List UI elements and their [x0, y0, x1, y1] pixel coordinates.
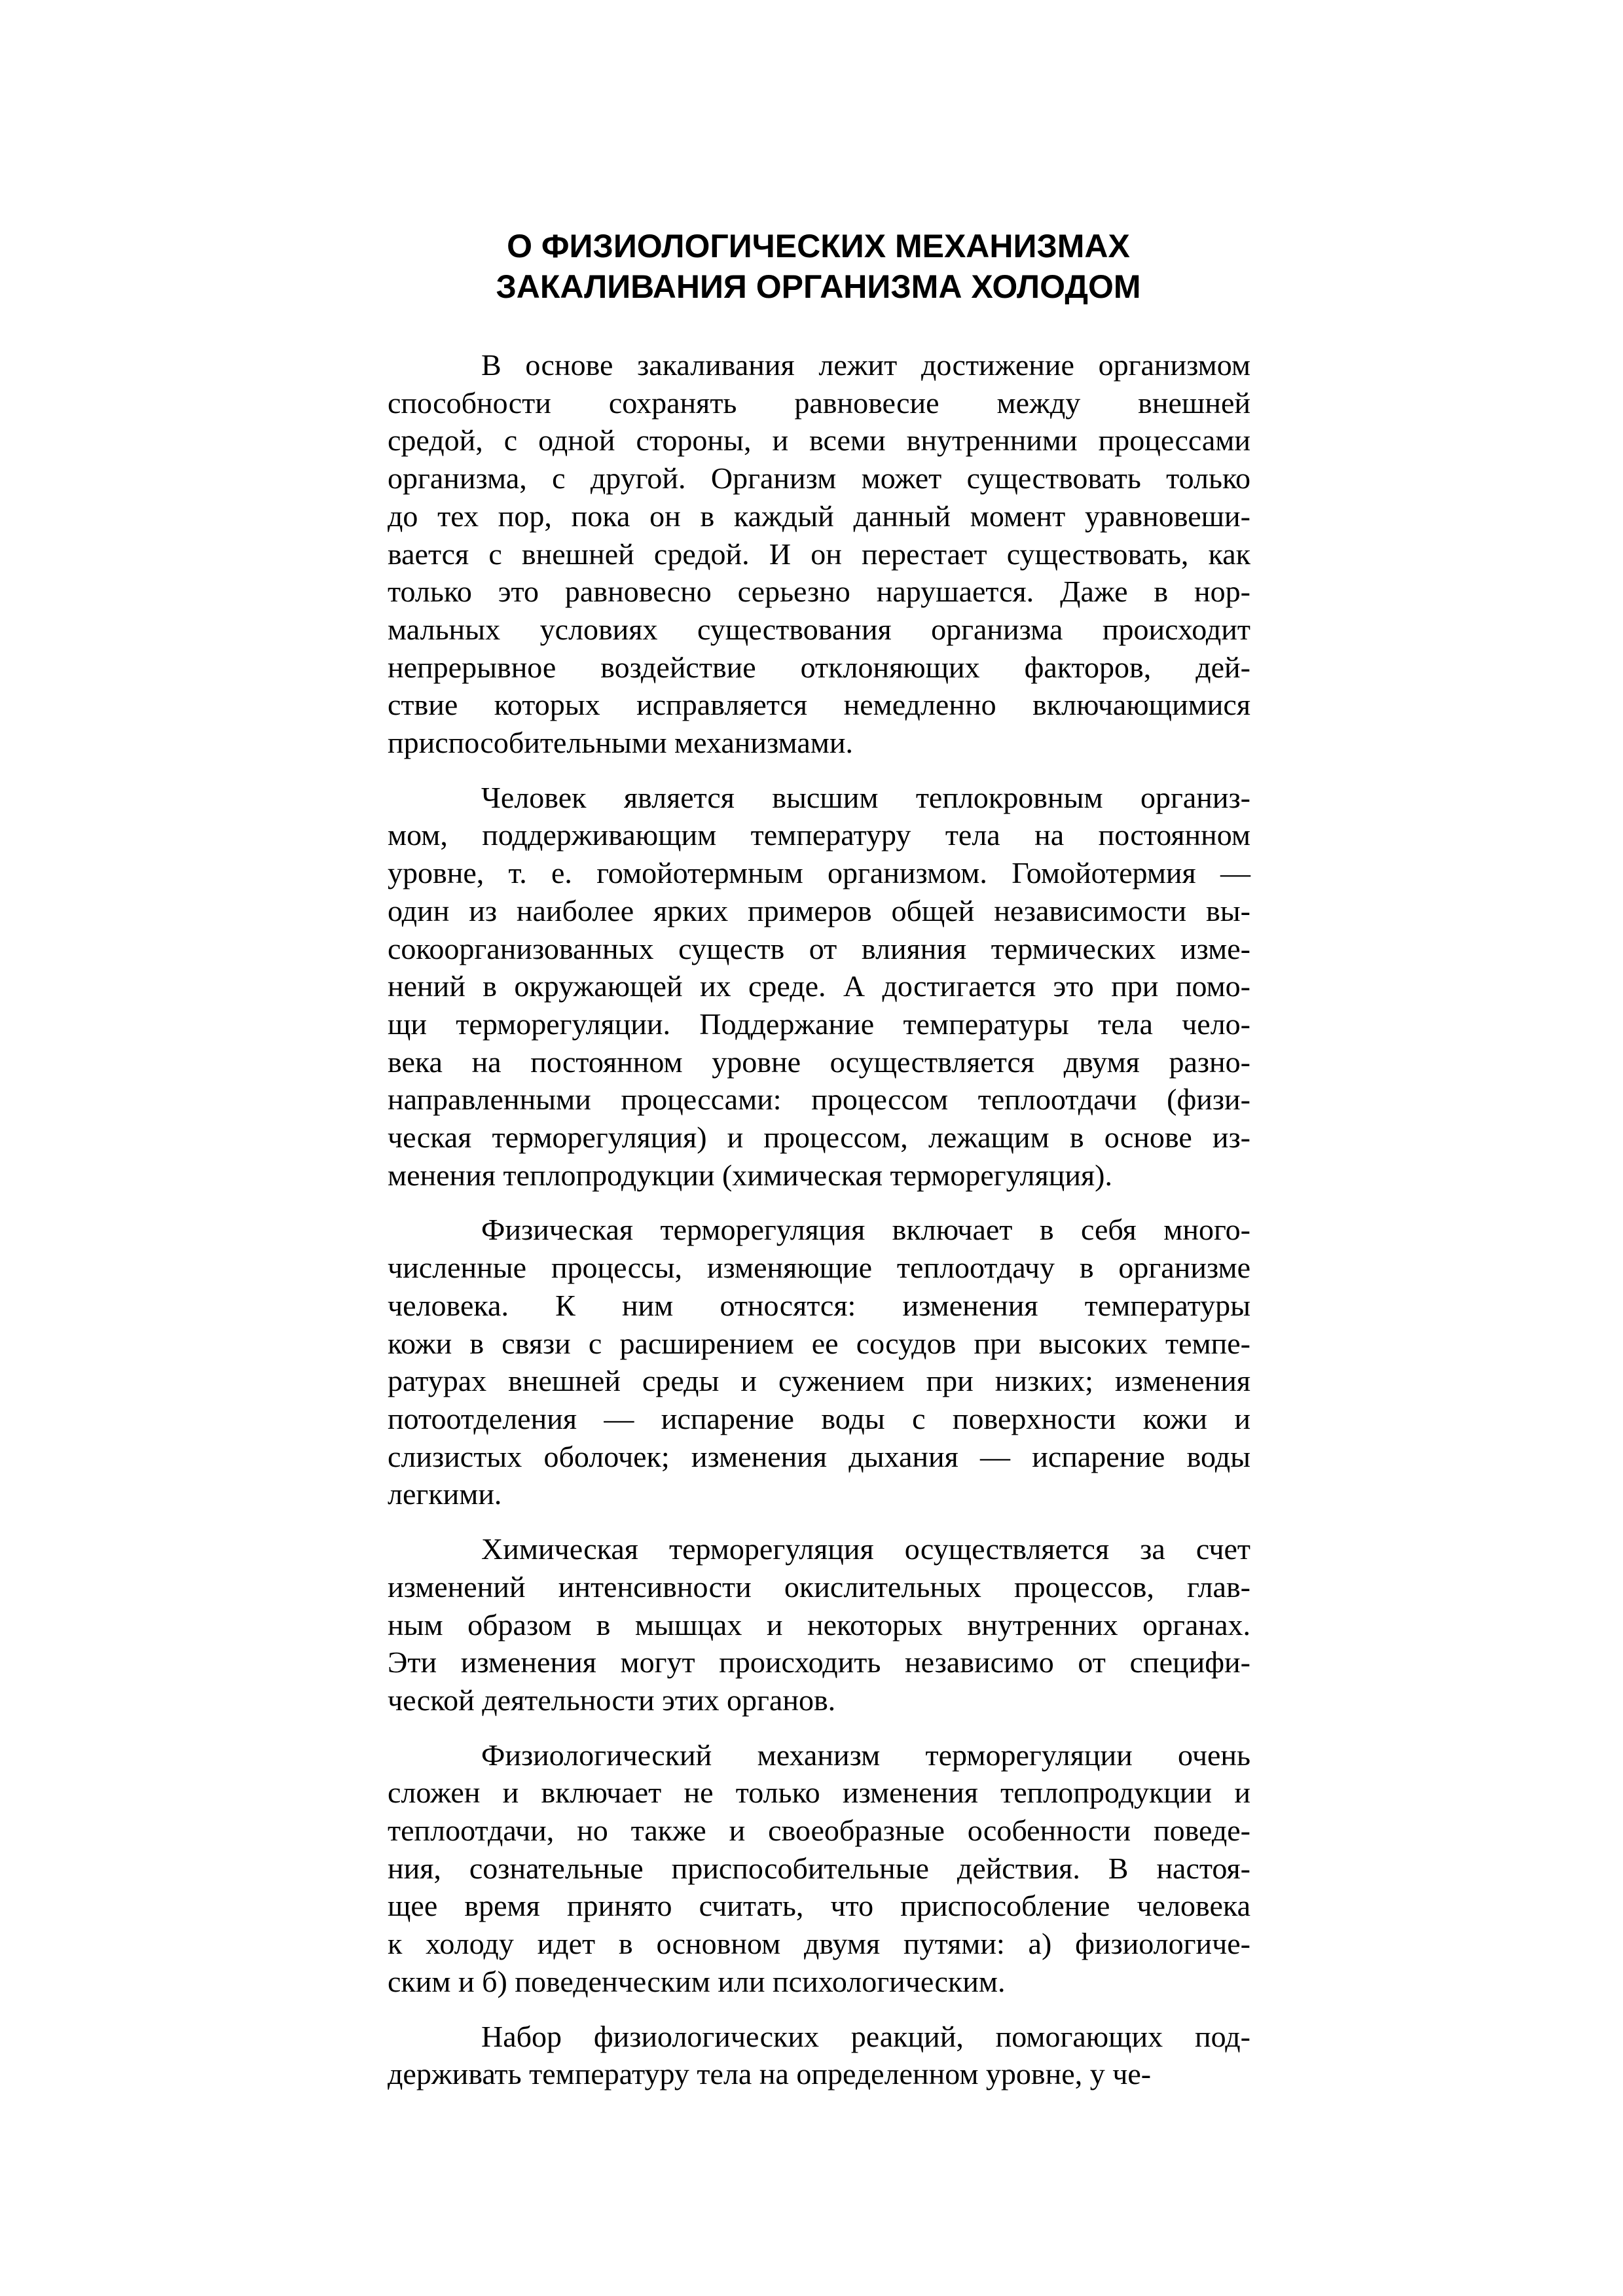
text-line: века на постоянном уровне осуществляется двумя разно- [388, 1045, 1250, 1079]
text-line: Эти изменения могут происходить независимо от специфи- [388, 1645, 1250, 1679]
title-line-1: О ФИЗИОЛОГИЧЕСКИХ МЕХАНИЗМАХ [507, 228, 1130, 264]
paragraph [388, 1736, 1250, 2001]
text-line: направленными процессами: процессом теплоотдачи (физи- [388, 1083, 1250, 1117]
paragraph [388, 1211, 1250, 1513]
text-line: к холоду идет в основном двумя путями: а) физиологиче- [388, 1927, 1250, 1961]
text-line: непрерывное воздействие отклоняющих факторов, дей- [388, 650, 1250, 684]
text-line: ния, сознательные приспособительные действия. В настоя- [388, 1851, 1250, 1885]
text-line: один из наиболее ярких примеров общей независимости вы- [388, 893, 1250, 927]
text-line: Физическая терморегуляция включает в себя много- [481, 1213, 1250, 1247]
text-line: теплоотдачи, но также и своеобразные особенности поведе- [388, 1814, 1250, 1848]
paragraph [388, 1530, 1250, 1719]
text-line: только это равновесно серьезно нарушается. Даже в нор- [388, 575, 1250, 609]
text-line: организма, с другой. Организм может существовать только [388, 461, 1250, 495]
text-line: Физиологический механизм терморегуляции очень [481, 1738, 1250, 1772]
text-line: Химическая терморегуляция осуществляется за счет [481, 1532, 1250, 1566]
text-line: ратурах внешней среды и сужением при низких; изменения [388, 1364, 1250, 1398]
text-line: В основе закаливания лежит достижение организмом [481, 348, 1250, 382]
paragraph [388, 779, 1250, 1194]
paragraph [388, 2018, 1250, 2093]
text-line: сложен и включает не только изменения теплопродукции и [388, 1776, 1250, 1810]
text-line: изменений интенсивности окислительных процессов, глав- [388, 1570, 1250, 1604]
text-line: ным образом в мышцах и некоторых внутренних органах. [388, 1607, 1250, 1641]
text-line: средой, с одной стороны, и всеми внутренними процессами [388, 423, 1250, 457]
text-line: нений в окружающей их среде. А достигается это при помо- [388, 969, 1250, 1003]
text-line: ческая терморегуляция) и процессом, лежащим в основе из- [388, 1121, 1250, 1155]
text-line: мальных условиях существования организма происходит [388, 612, 1250, 646]
text-line: потоотделения — испарение воды с поверхности кожи и [388, 1401, 1250, 1435]
paragraph [388, 346, 1250, 762]
text-line: человека. К ним относятся: изменения температуры [388, 1288, 1250, 1322]
text-line: Человек является высшим теплокровным организ- [481, 780, 1250, 814]
text-line: слизистых оболочек; изменения дыхания — испарение воды [388, 1439, 1250, 1473]
text-line: щее время принято считать, что приспособление человека [388, 1889, 1250, 1923]
title-line-2: ЗАКАЛИВАНИЯ ОРГАНИЗМА ХОЛОДОМ [496, 268, 1141, 305]
text-line: сокоорганизованных существ от влияния термических изме- [388, 931, 1250, 965]
text-line: мом, поддерживающим температуру тела на постоянном [388, 818, 1250, 852]
text-line: до тех пор, пока он в каждый данный момент уравновеши- [388, 499, 1250, 533]
text-line: приспособительными механизмами. [388, 726, 853, 760]
text-line: вается с внешней средой. И он перестает существовать, как [388, 537, 1250, 571]
text-line: ческой деятельности этих органов. [388, 1683, 836, 1717]
text-line: щи терморегуляции. Поддержание температуры тела чело- [388, 1007, 1250, 1041]
text-line: менения теплопродукции (химическая терморегуляция). [388, 1158, 1112, 1192]
text-line: ским и б) поведенческим или психологическим. [388, 1964, 1006, 1998]
text-line: кожи в связи с расширением ее сосудов при высоких темпе- [388, 1326, 1250, 1360]
text-line: легкими. [388, 1477, 502, 1511]
text-line: уровне, т. е. гомойотермным организмом. Гомойотермия — [388, 856, 1250, 890]
text-line: способности сохранять равновесие между внешней [388, 386, 1250, 420]
text-line: Набор физиологических реакций, помогающих под- [481, 2019, 1250, 2053]
text-line: численные процессы, изменяющие теплоотдачу в организме [388, 1251, 1250, 1285]
page-title [386, 226, 1250, 307]
text-line: держивать температуру тела на определенном уровне, у че- [388, 2057, 1152, 2091]
article-body [388, 346, 1250, 2110]
text-line: ствие которых исправляется немедленно включающимися [388, 688, 1250, 722]
